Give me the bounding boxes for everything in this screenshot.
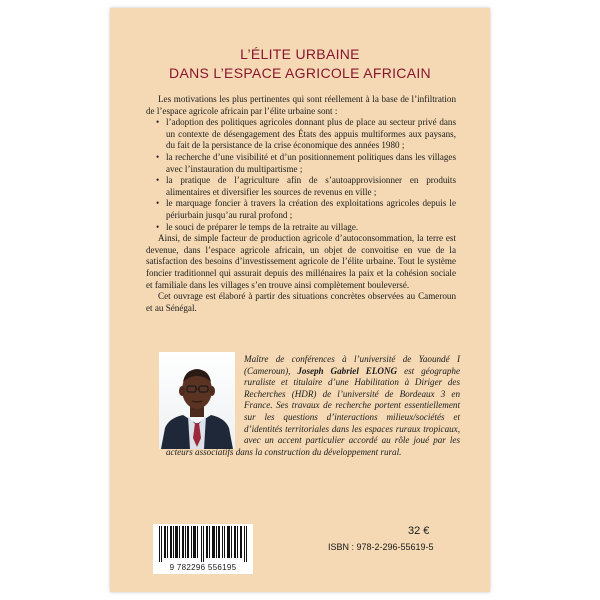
list-item: • la pratique de l’agriculture afin de s’autoapprovisionner en produits alimentaires et diversifier les sources de revenus en ville ; [146, 175, 456, 198]
book-title-line1: L’ÉLITE URBAINE [240, 46, 360, 62]
price: 32 € [408, 525, 430, 537]
summary-text [146, 94, 456, 314]
list-item: • la recherche d’une visibilité et d’un positionnement politiques dans les villages avec l’instauration du multipartisme ; [146, 152, 456, 175]
summary-paragraph: Cet ouvrage est élaboré à partir des situations concrètes observées au Cameroun et au Sénégal. [146, 291, 456, 313]
back-cover [110, 8, 490, 592]
motivation-list [146, 117, 456, 233]
summary-intro: Les motivations les plus pertinentes qui sont réellement à la base de l’infiltration de l’espace agricole africain par l’élite urbaine sont : [146, 94, 456, 116]
photo-spacer [166, 354, 244, 440]
list-item: • le marquage foncier à travers la création des exploitations agricoles depuis le périurbain jusqu’au rural profond ; [146, 198, 456, 221]
list-item: • le souci de préparer le temps de la retraite au village. [146, 222, 456, 234]
bio-text-part1: Maître de conférences à l’université de Yaoundé I (Cameroun), [244, 354, 460, 376]
book-title-line2: DANS L’ESPACE AGRICOLE AFRICAIN [169, 65, 431, 81]
summary-paragraph: Ainsi, de simple facteur de production agricole d’autoconsommation, la terre est devenue, dans l’espace agricole africain, un objet de convoitise en vue de la satisfaction des besoins d’investissement agricole de l’élite urbaine. Tout le système foncier traditionnel qui assurait depuis des millénaires la paix et la cohésion sociale et familiale dans les villages s’en trouve ainsi complètement bouleversé. [146, 233, 456, 290]
bio-text-part2: est géographe ruraliste et titulaire d’une Habilitation à Diriger des Recherches (HDR) de l’université de Bordeaux 3 en France. Ses travaux de recherche portent essentiellement sur les questions d’interactions milieux/sociétés et d’identités territoriales dans les espaces ruraux tropicaux, avec un accent particulier accordé au rôle joué par les acteurs associatifs dans la construction du développement rural. [166, 365, 461, 457]
barcode-number: 9 782296 556195 [169, 563, 237, 572]
list-item: • l’adoption des politiques agricoles donnant plus de place au secteur privé dans un contexte de désengagement des États des appuis multiformes aux paysans, du fait de la persistance de la crise économique des années 1980 ; [146, 117, 456, 152]
author-bio [166, 354, 460, 458]
barcode [153, 524, 253, 574]
isbn: ISBN : 978-2-296-55619-5 [328, 542, 434, 552]
author-name: Joseph Gabriel ELONG [297, 365, 398, 376]
barcode-bars [157, 526, 249, 562]
